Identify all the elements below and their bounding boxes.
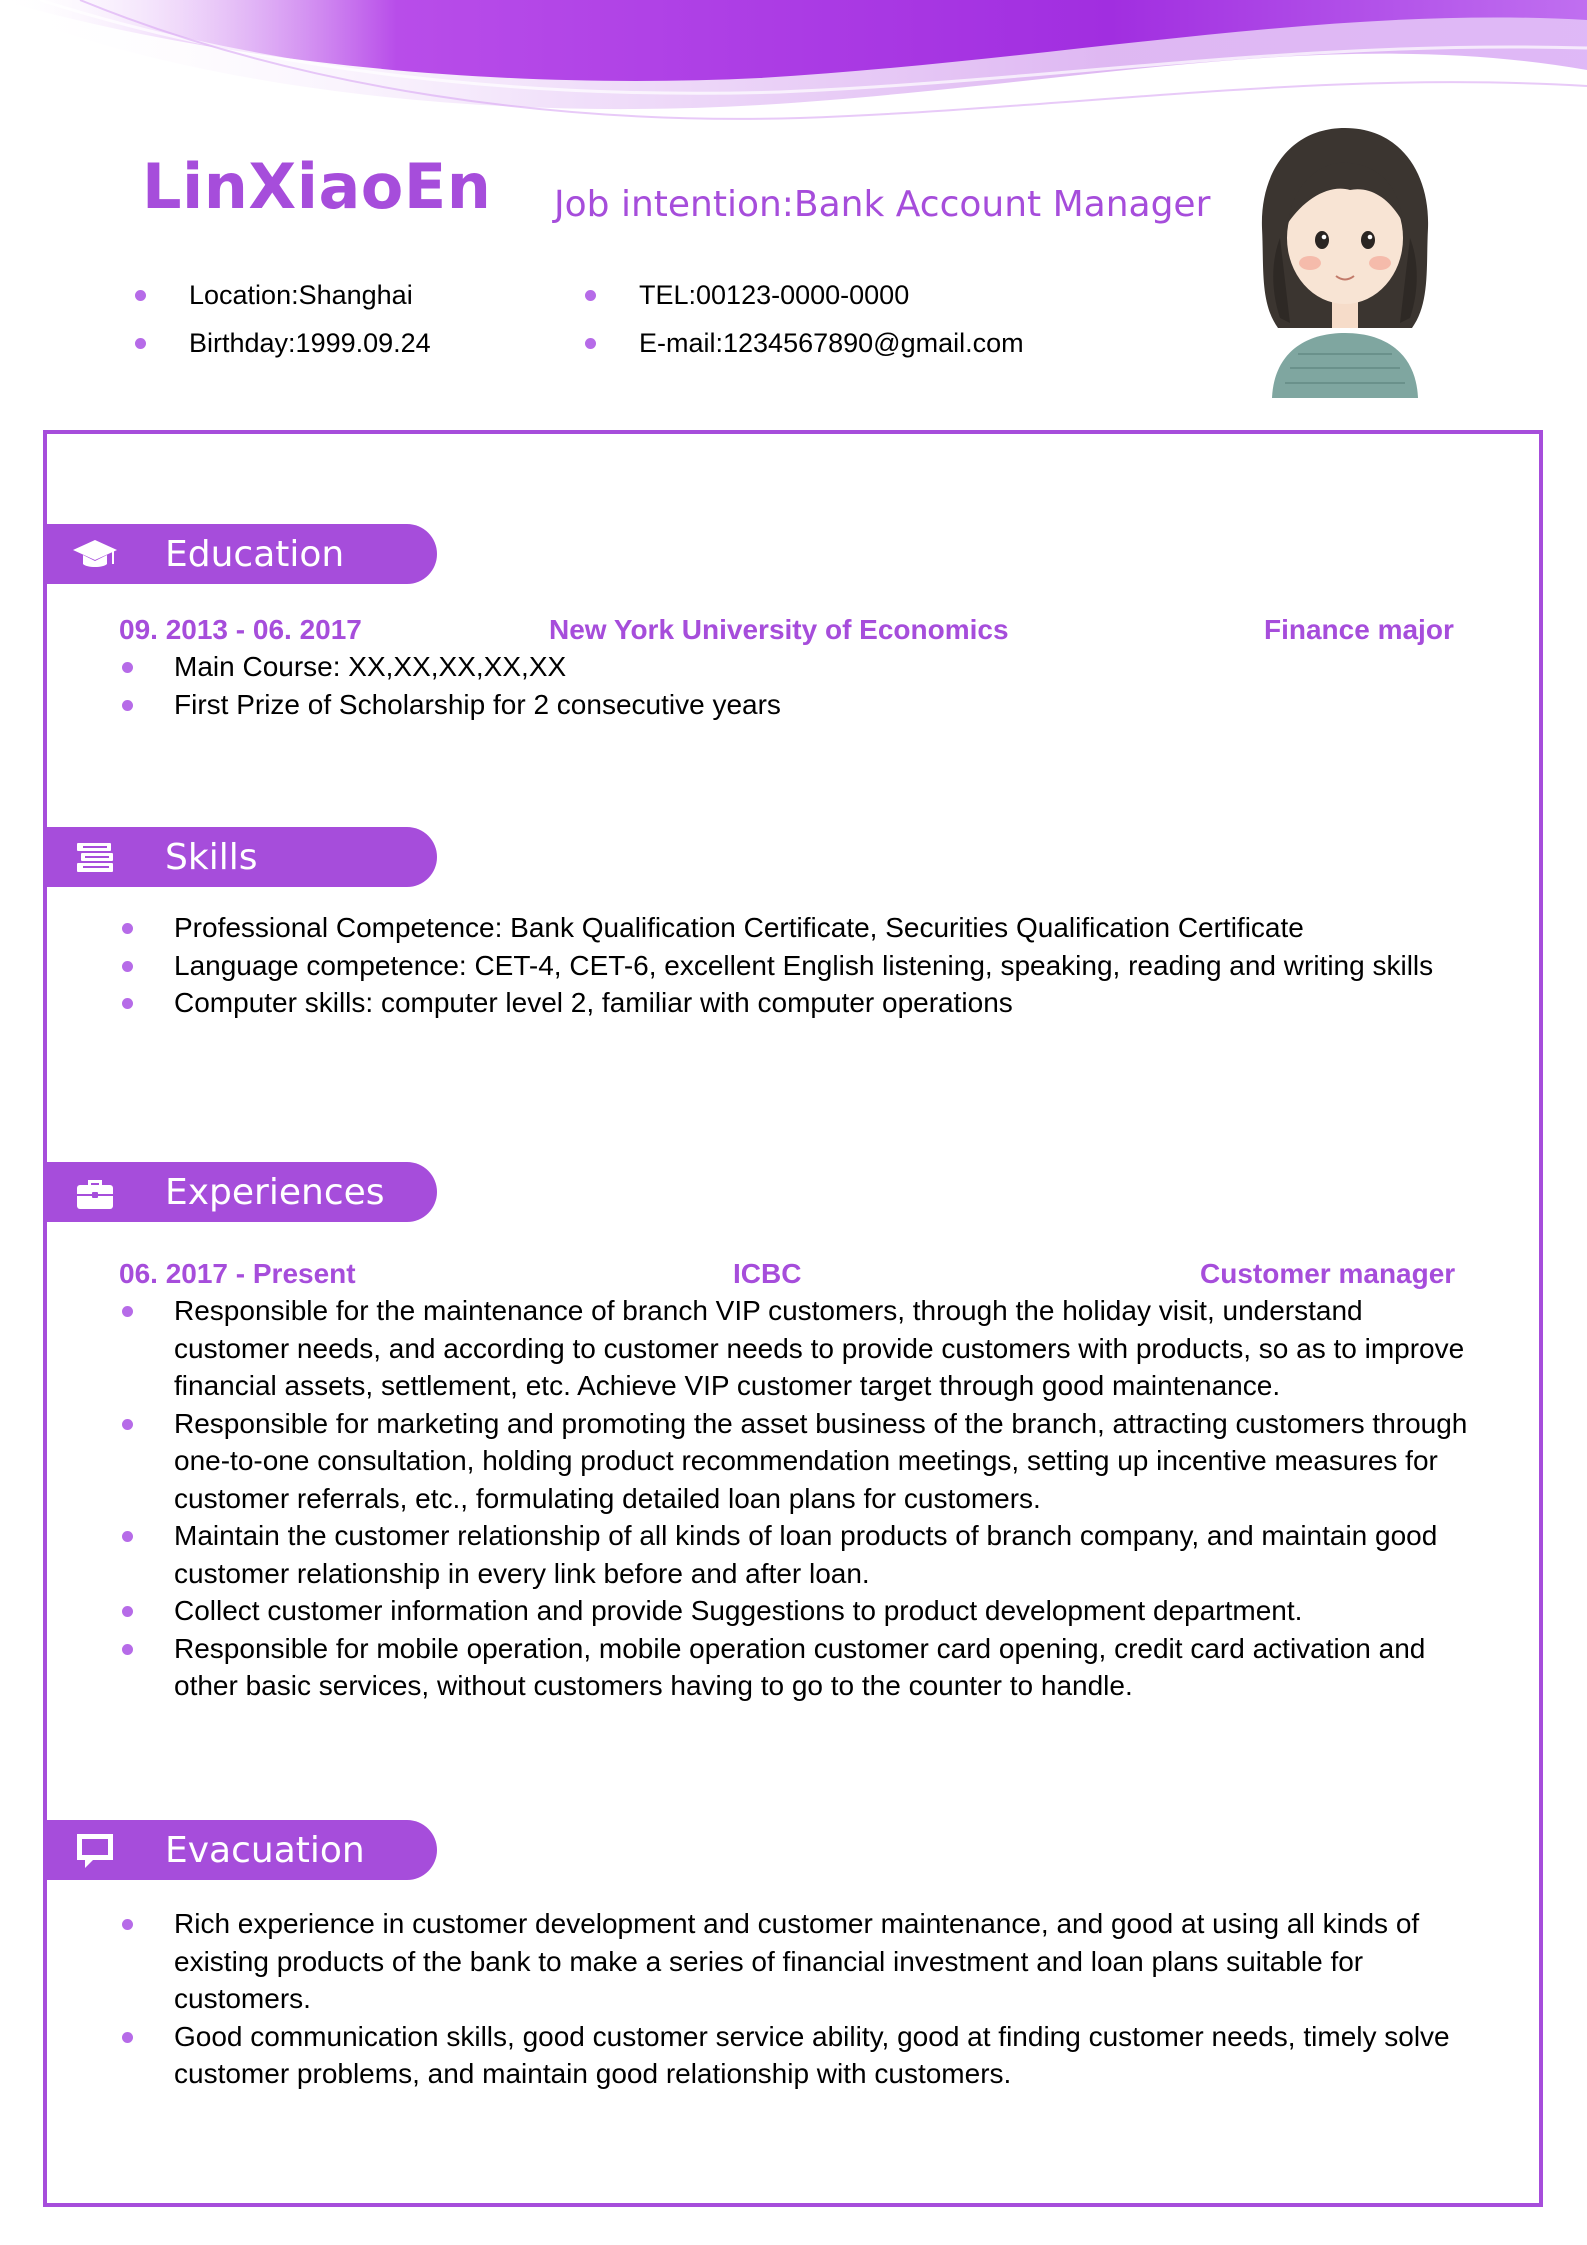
bullet-dot (585, 290, 596, 301)
education-title: Education (165, 534, 345, 575)
skills-title: Skills (165, 837, 258, 878)
list-item: Maintain the customer relationship of all kinds of loan products of branch company, and maintain good customer relationship in every link before and after loan. (120, 1517, 1480, 1592)
candidate-name: LinXiaoEn (142, 150, 492, 223)
experiences-list (120, 1292, 1480, 1705)
bullet-dot (585, 338, 596, 349)
list-item: First Prize of Scholarship for 2 consecutive years (120, 686, 1480, 724)
job-intention: Job intention:Bank Account Manager (554, 184, 1211, 225)
experiences-title: Experiences (165, 1172, 385, 1213)
birthday-text: Birthday:1999.09.24 (189, 328, 431, 358)
education-list (120, 648, 1480, 723)
list-item: Collect customer information and provide Suggestions to product development department. (120, 1592, 1480, 1630)
education-school: New York University of Economics (549, 614, 1009, 645)
bullet-dot (135, 338, 146, 349)
skills-list (120, 909, 1480, 1022)
list-item: Responsible for the maintenance of branch VIP customers, through the holiday visit, understand customer needs, and according to customer needs to provide customers with products, so as to improve financial assets, settlement, etc. Achieve VIP customer target through good maintenance. (120, 1292, 1480, 1405)
list-item: Responsible for marketing and promoting the asset business of the branch, attracting customers through one-to-one consultation, holding product recommendation meetings, setting up incentive measures for customer referrals, etc., formulating detailed loan plans for customers. (120, 1405, 1480, 1518)
location-text: Location:Shanghai (189, 280, 413, 310)
evaluation-list (120, 1905, 1480, 2093)
avatar (1250, 118, 1440, 398)
experience-period: 06. 2017 - Present (119, 1258, 356, 1289)
list-item: Professional Competence: Bank Qualification Certificate, Securities Qualification Certificate (120, 909, 1480, 947)
bullet-dot (135, 290, 146, 301)
experience-role: Customer manager (1200, 1258, 1456, 1289)
briefcase-icon (73, 1170, 117, 1214)
list-item: Main Course: XX,XX,XX,XX,XX (120, 648, 1480, 686)
evaluation-title: Evacuation (165, 1830, 365, 1871)
list-item: Computer skills: computer level 2, familiar with computer operations (120, 984, 1480, 1022)
email-text: E-mail:1234567890@gmail.com (639, 328, 1024, 358)
list-item: Good communication skills, good customer service ability, good at finding customer needs, timely solve customer problems, and maintain good relationship with customers. (120, 2018, 1480, 2093)
list-item: Rich experience in customer development and customer maintenance, and good at using all kinds of existing products of the bank to make a series of financial investment and loan plans suitable for customers. (120, 1905, 1480, 2018)
education-period: 09. 2013 - 06. 2017 (119, 614, 362, 645)
list-item: Responsible for mobile operation, mobile operation customer card opening, credit card activation and other basic services, without customers having to go to the counter to handle. (120, 1630, 1480, 1705)
section-header-skills (47, 827, 437, 887)
section-header-education (47, 524, 437, 584)
speech-bubble-icon (73, 1828, 117, 1872)
tel-text: TEL:00123-0000-0000 (639, 280, 910, 310)
section-header-evaluation (47, 1820, 437, 1880)
section-header-experiences (47, 1162, 437, 1222)
graduation-cap-icon (73, 532, 117, 576)
education-major: Finance major (1264, 614, 1454, 645)
list-item: Language competence: CET-4, CET-6, excellent English listening, speaking, reading and writing skills (120, 947, 1480, 985)
experience-company: ICBC (733, 1258, 802, 1289)
books-icon (73, 835, 117, 879)
